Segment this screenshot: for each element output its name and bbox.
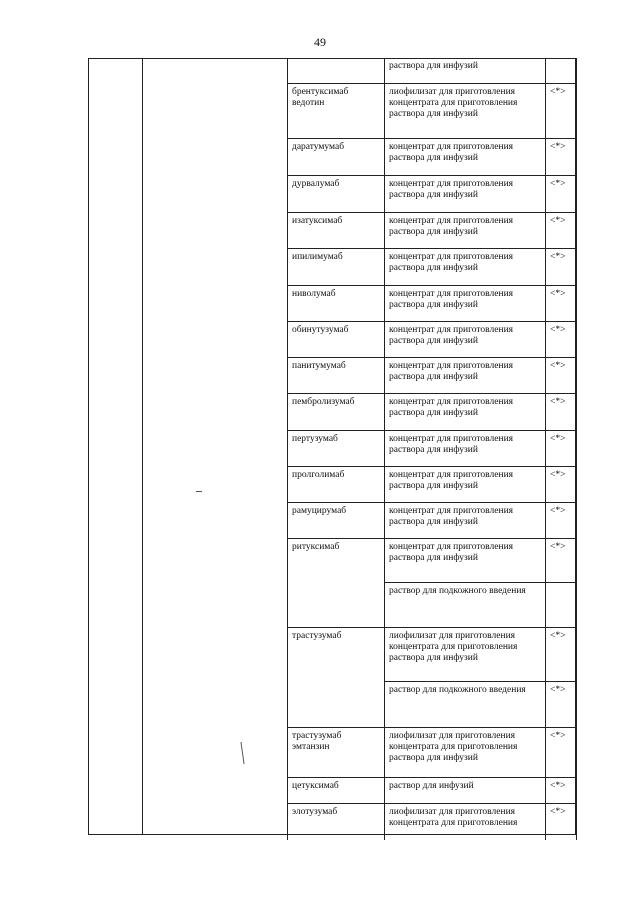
table-row — [288, 212, 577, 248]
drug-name-cell — [288, 58, 385, 83]
mark-cell — [546, 582, 577, 627]
drug-name-cell: трастузумаб — [288, 627, 385, 727]
mark-cell: <*> — [546, 212, 577, 248]
dosage-form-cell: концентрат для приготовления раствора для инфузий — [385, 175, 546, 212]
table-row — [288, 58, 577, 83]
drug-name-cell: дурвалумаб — [288, 175, 385, 212]
mark-cell: <*> — [546, 777, 577, 803]
dosage-form-cell: концентрат для приготовления раствора для инфузий — [385, 538, 546, 582]
scan-mark — [196, 491, 202, 492]
mark-cell: <*> — [546, 321, 577, 357]
table-row — [288, 248, 577, 285]
drug-name-cell: ниволумаб — [288, 285, 385, 321]
table-row — [288, 321, 577, 357]
mark-cell: <*> — [546, 357, 577, 393]
drug-name-cell: изатуксимаб — [288, 212, 385, 248]
drug-name-cell: элотузумаб — [288, 803, 385, 840]
drug-name-cell: рамуцирумаб — [288, 502, 385, 538]
mark-cell — [546, 58, 577, 83]
dosage-form-cell: лиофилизат для приготовления концентрата для приготовления раствора для инфузий — [385, 727, 546, 777]
drug-name-cell: даратумумаб — [288, 138, 385, 175]
column-border — [142, 58, 143, 835]
dosage-form-cell: раствор для подкожного введения — [385, 681, 546, 727]
mark-cell: <*> — [546, 248, 577, 285]
table-row — [288, 285, 577, 321]
drug-name-cell: трастузумаб эмтанзин — [288, 727, 385, 777]
drug-table — [88, 58, 576, 835]
dosage-form-cell: концентрат для приготовления раствора для инфузий — [385, 430, 546, 466]
table-row — [288, 727, 577, 777]
mark-cell: <*> — [546, 803, 577, 840]
table-row — [288, 777, 577, 803]
mark-cell: <*> — [546, 538, 577, 582]
table-row — [288, 538, 577, 582]
dosage-form-cell: лиофилизат для приготовления концентрата для приготовления раствора для инфузий — [385, 627, 546, 681]
drug-name-cell: пертузумаб — [288, 430, 385, 466]
dosage-form-cell: концентрат для приготовления раствора для инфузий — [385, 502, 546, 538]
drug-name-cell: ритуксимаб — [288, 538, 385, 627]
table-row — [288, 466, 577, 502]
dosage-form-cell: концентрат для приготовления раствора для инфузий — [385, 466, 546, 502]
dosage-form-cell: концентрат для приготовления раствора для инфузий — [385, 393, 546, 430]
table-row — [288, 502, 577, 538]
mark-cell: <*> — [546, 727, 577, 777]
dosage-form-cell: концентрат для приготовления раствора для инфузий — [385, 357, 546, 393]
dosage-form-cell: раствор для инфузий — [385, 777, 546, 803]
table-row — [288, 357, 577, 393]
table-row — [288, 803, 577, 840]
dosage-form-cell: лиофилизат для приготовления концентрата для приготовления — [385, 803, 546, 840]
page-number: 49 — [314, 35, 326, 49]
dosage-form-cell: концентрат для приготовления раствора для инфузий — [385, 248, 546, 285]
table-row — [288, 627, 577, 681]
dosage-form-cell: концентрат для приготовления раствора для инфузий — [385, 212, 546, 248]
mark-cell: <*> — [546, 138, 577, 175]
drug-name-cell: брентуксимаб ведотин — [288, 83, 385, 138]
mark-cell: <*> — [546, 285, 577, 321]
dosage-form-cell: раствор для подкожного введения — [385, 582, 546, 627]
mark-cell: <*> — [546, 430, 577, 466]
mark-cell: <*> — [546, 393, 577, 430]
mark-cell: <*> — [546, 175, 577, 212]
mark-cell: <*> — [546, 466, 577, 502]
drug-name-cell: ипилимумаб — [288, 248, 385, 285]
table-row — [288, 83, 577, 138]
dosage-form-cell: концентрат для приготовления раствора для инфузий — [385, 138, 546, 175]
drug-name-cell: цетуксимаб — [288, 777, 385, 803]
drug-name-cell: пембролизумаб — [288, 393, 385, 430]
table-row — [288, 175, 577, 212]
table-row — [288, 393, 577, 430]
mark-cell: <*> — [546, 681, 577, 727]
table-row — [288, 430, 577, 466]
drug-rows — [287, 58, 577, 840]
dosage-form-cell: концентрат для приготовления раствора для инфузий — [385, 285, 546, 321]
dosage-form-cell: концентрат для приготовления раствора для инфузий — [385, 321, 546, 357]
drug-name-cell: обинутузумаб — [288, 321, 385, 357]
dosage-form-cell: раствора для инфузий — [385, 58, 546, 83]
column-border — [88, 58, 89, 835]
dosage-form-cell: лиофилизат для приготовления концентрата для приготовления раствора для инфузий — [385, 83, 546, 138]
drug-name-cell: панитумумаб — [288, 357, 385, 393]
table-row — [288, 138, 577, 175]
mark-cell: <*> — [546, 83, 577, 138]
mark-cell: <*> — [546, 502, 577, 538]
mark-cell: <*> — [546, 627, 577, 681]
drug-name-cell: пролголимаб — [288, 466, 385, 502]
